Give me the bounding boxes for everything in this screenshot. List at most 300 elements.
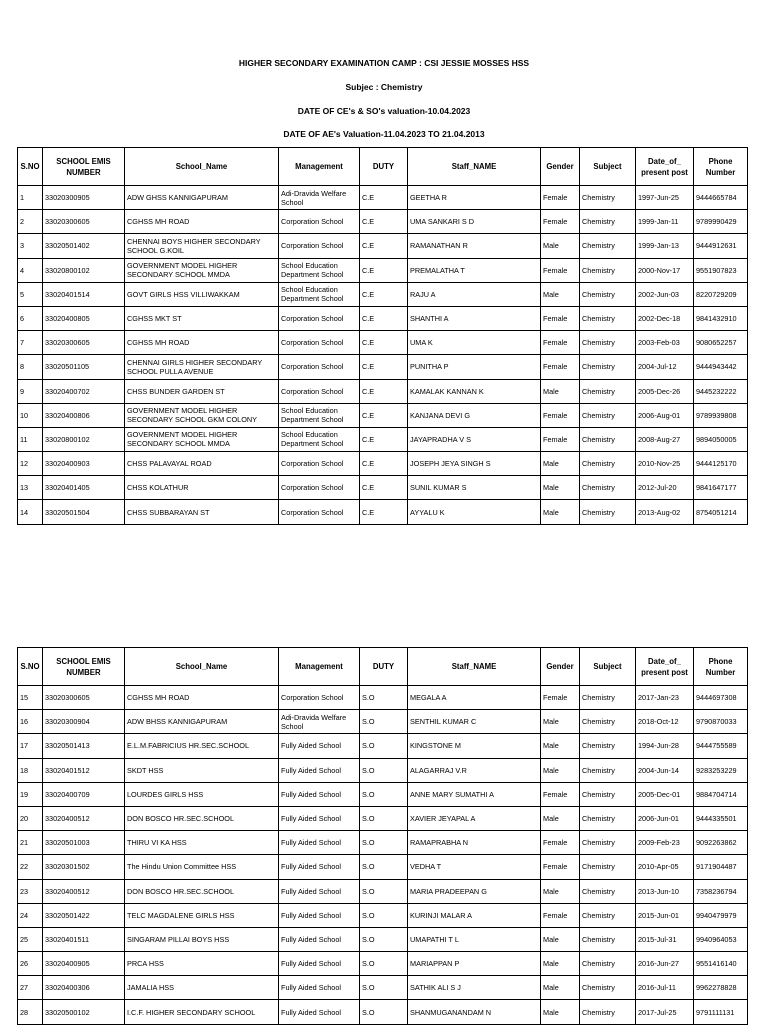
gender-cell: Female	[541, 903, 580, 927]
column-header: School_Name	[125, 148, 279, 186]
management-cell: Corporation School	[279, 306, 360, 330]
column-header: Subject	[580, 648, 636, 686]
staff-name-cell: ALAGARRAJ V.R	[408, 758, 541, 782]
table-row	[18, 782, 748, 806]
table-row	[18, 500, 748, 524]
gender-cell: Male	[541, 500, 580, 524]
date-cell: 2006-Jun-01	[636, 806, 694, 830]
duty-cell: C.E	[360, 331, 408, 355]
column-header: Date_of_ present post	[636, 148, 694, 186]
table-row	[18, 355, 748, 379]
school-name-cell: I.C.F. HIGHER SECONDARY SCHOOL	[125, 1000, 279, 1024]
sno-cell: 9	[18, 379, 43, 403]
school-name-cell: CHENNAI BOYS HIGHER SECONDARY SCHOOL G.KOIL	[125, 234, 279, 258]
management-cell: Fully Aided School	[279, 734, 360, 758]
column-header: Management	[279, 648, 360, 686]
subject-cell: Chemistry	[580, 734, 636, 758]
date-cell: 1997-Jun-25	[636, 186, 694, 210]
emis-cell: 33020300905	[43, 186, 125, 210]
date-cell: 1994-Jun-28	[636, 734, 694, 758]
date-cell: 2010-Nov-25	[636, 452, 694, 476]
gender-cell: Male	[541, 282, 580, 306]
phone-cell: 9080652257	[694, 331, 748, 355]
staff-name-cell: RAMANATHAN R	[408, 234, 541, 258]
date-cell: 2016-Jul-11	[636, 976, 694, 1000]
table-row	[18, 734, 748, 758]
sno-cell: 28	[18, 1000, 43, 1024]
school-name-cell: CGHSS MH ROAD	[125, 686, 279, 710]
school-name-cell: SINGARAM PILLAI BOYS HSS	[125, 927, 279, 951]
emis-cell: 33020401514	[43, 282, 125, 306]
sno-cell: 2	[18, 210, 43, 234]
gender-cell: Male	[541, 452, 580, 476]
staff-name-cell: MARIA PRADEEPAN G	[408, 879, 541, 903]
duty-cell: C.E	[360, 306, 408, 330]
table-row	[18, 879, 748, 903]
staff-name-cell: UMA K	[408, 331, 541, 355]
column-header: Subject	[580, 148, 636, 186]
school-name-cell: PRCA HSS	[125, 952, 279, 976]
duty-cell: C.E	[360, 258, 408, 282]
gender-cell: Male	[541, 379, 580, 403]
phone-cell: 8754051214	[694, 500, 748, 524]
sno-cell: 23	[18, 879, 43, 903]
gender-cell: Female	[541, 686, 580, 710]
staff-name-cell: KINGSTONE M	[408, 734, 541, 758]
subject-cell: Chemistry	[580, 476, 636, 500]
management-cell: Fully Aided School	[279, 927, 360, 951]
staff-name-cell: SENTHIL KUMAR C	[408, 710, 541, 734]
emis-cell: 33020400806	[43, 403, 125, 427]
staff-name-cell: XAVIER JEYAPAL A	[408, 806, 541, 830]
management-cell: Corporation School	[279, 379, 360, 403]
staff-name-cell: KAMALAK KANNAN K	[408, 379, 541, 403]
table-row	[18, 379, 748, 403]
emis-cell: 33020401512	[43, 758, 125, 782]
management-cell: Corporation School	[279, 331, 360, 355]
subject-cell: Chemistry	[580, 403, 636, 427]
subject-cell: Chemistry	[580, 186, 636, 210]
staff-name-cell: RAJU A	[408, 282, 541, 306]
subject-cell: Chemistry	[580, 879, 636, 903]
staff-name-cell: AYYALU K	[408, 500, 541, 524]
column-header: Phone Number	[694, 148, 748, 186]
date-cell: 1999-Jan-13	[636, 234, 694, 258]
table-row	[18, 403, 748, 427]
sno-cell: 15	[18, 686, 43, 710]
staff-name-cell: KURINJI MALAR A	[408, 903, 541, 927]
phone-cell: 9841432910	[694, 306, 748, 330]
subject-cell: Chemistry	[580, 500, 636, 524]
gender-cell: Female	[541, 210, 580, 234]
duty-cell: C.E	[360, 234, 408, 258]
date-cell: 2006-Aug-01	[636, 403, 694, 427]
management-cell: Corporation School	[279, 686, 360, 710]
school-name-cell: SKDT HSS	[125, 758, 279, 782]
subject-cell: Chemistry	[580, 831, 636, 855]
phone-cell: 9444943442	[694, 355, 748, 379]
column-header: Phone Number	[694, 648, 748, 686]
phone-cell: 7358236794	[694, 879, 748, 903]
school-name-cell: CHSS PALAVAYAL ROAD	[125, 452, 279, 476]
staff-name-cell: ANNE MARY SUMATHI A	[408, 782, 541, 806]
emis-cell: 33020400702	[43, 379, 125, 403]
table-row	[18, 806, 748, 830]
sno-cell: 6	[18, 306, 43, 330]
emis-cell: 33020400905	[43, 952, 125, 976]
gender-cell: Female	[541, 306, 580, 330]
date-cell: 2018-Oct-12	[636, 710, 694, 734]
phone-cell: 9445232222	[694, 379, 748, 403]
subject-cell: Chemistry	[580, 710, 636, 734]
sno-cell: 10	[18, 403, 43, 427]
table-row	[18, 427, 748, 451]
emis-cell: 33020300605	[43, 210, 125, 234]
school-name-cell: CHENNAI GIRLS HIGHER SECONDARY SCHOOL PULLA AVENUE	[125, 355, 279, 379]
staff-name-cell: SUNIL KUMAR S	[408, 476, 541, 500]
emis-cell: 33020400709	[43, 782, 125, 806]
column-header: Gender	[541, 148, 580, 186]
management-cell: Fully Aided School	[279, 855, 360, 879]
duty-cell: S.O	[360, 831, 408, 855]
gender-cell: Female	[541, 258, 580, 282]
phone-cell: 9789990429	[694, 210, 748, 234]
management-cell: Adi-Dravida Welfare School	[279, 186, 360, 210]
date-cell: 2004-Jul-12	[636, 355, 694, 379]
table-row	[18, 686, 748, 710]
school-name-cell: CHSS KOLATHUR	[125, 476, 279, 500]
emis-cell: 33020400512	[43, 879, 125, 903]
subject-cell: Chemistry	[580, 355, 636, 379]
school-name-cell: DON BOSCO HR.SEC.SCHOOL	[125, 879, 279, 903]
table-row	[18, 210, 748, 234]
sno-cell: 1	[18, 186, 43, 210]
column-header: Date_of_ present post	[636, 648, 694, 686]
column-header: DUTY	[360, 648, 408, 686]
management-cell: Corporation School	[279, 355, 360, 379]
emis-cell: 33020300904	[43, 710, 125, 734]
date-cell: 2002-Dec-18	[636, 306, 694, 330]
duty-cell: C.E	[360, 427, 408, 451]
phone-cell: 9444755589	[694, 734, 748, 758]
emis-cell: 33020501504	[43, 500, 125, 524]
date-cell: 1999-Jan-11	[636, 210, 694, 234]
sno-cell: 12	[18, 452, 43, 476]
table-row	[18, 927, 748, 951]
subject-cell: Chemistry	[580, 427, 636, 451]
sno-cell: 11	[18, 427, 43, 451]
table-header-row	[18, 148, 748, 186]
date-cell: 2008-Aug-27	[636, 427, 694, 451]
sno-cell: 5	[18, 282, 43, 306]
sno-cell: 24	[18, 903, 43, 927]
staff-name-cell: SATHIK ALI S J	[408, 976, 541, 1000]
management-cell: Corporation School	[279, 476, 360, 500]
gender-cell: Male	[541, 1000, 580, 1024]
management-cell: Fully Aided School	[279, 782, 360, 806]
date-cell: 2005-Dec-26	[636, 379, 694, 403]
gender-cell: Female	[541, 403, 580, 427]
gender-cell: Male	[541, 806, 580, 830]
duty-cell: C.E	[360, 186, 408, 210]
ce-duty-table	[17, 147, 748, 525]
management-cell: School Education Department School	[279, 258, 360, 282]
sno-cell: 18	[18, 758, 43, 782]
table-row	[18, 452, 748, 476]
subject-line: Subjec : Chemistry	[345, 82, 423, 92]
management-cell: Fully Aided School	[279, 758, 360, 782]
staff-name-cell: UMA SANKARI S D	[408, 210, 541, 234]
school-name-cell: CHSS SUBBARAYAN ST	[125, 500, 279, 524]
staff-name-cell: SHANTHI A	[408, 306, 541, 330]
phone-cell: 9551907823	[694, 258, 748, 282]
subject-cell: Chemistry	[580, 686, 636, 710]
phone-cell: 9092263862	[694, 831, 748, 855]
phone-cell: 8220729209	[694, 282, 748, 306]
column-header: Gender	[541, 648, 580, 686]
sno-cell: 27	[18, 976, 43, 1000]
date-cell: 2002-Jun-03	[636, 282, 694, 306]
table-row	[18, 758, 748, 782]
management-cell: Corporation School	[279, 452, 360, 476]
school-name-cell: JAMALIA HSS	[125, 976, 279, 1000]
school-name-cell: GOVERNMENT MODEL HIGHER SECONDARY SCHOOL GKM COLONY	[125, 403, 279, 427]
duty-cell: S.O	[360, 686, 408, 710]
school-name-cell: ADW GHSS KANNIGAPURAM	[125, 186, 279, 210]
duty-cell: S.O	[360, 1000, 408, 1024]
phone-cell: 9551416140	[694, 952, 748, 976]
subject-cell: Chemistry	[580, 234, 636, 258]
management-cell: Fully Aided School	[279, 952, 360, 976]
phone-cell: 9171904487	[694, 855, 748, 879]
column-header: DUTY	[360, 148, 408, 186]
subject-cell: Chemistry	[580, 1000, 636, 1024]
phone-cell: 9940964053	[694, 927, 748, 951]
date-cell: 2012-Jul-20	[636, 476, 694, 500]
phone-cell: 9444665784	[694, 186, 748, 210]
table-row	[18, 710, 748, 734]
duty-cell: S.O	[360, 710, 408, 734]
table-row	[18, 331, 748, 355]
subject-cell: Chemistry	[580, 903, 636, 927]
phone-cell: 9894050005	[694, 427, 748, 451]
staff-name-cell: JAYAPRADHA V S	[408, 427, 541, 451]
phone-cell: 9940479979	[694, 903, 748, 927]
date-cell: 2013-Aug-02	[636, 500, 694, 524]
management-cell: School Education Department School	[279, 282, 360, 306]
emis-cell: 33020401405	[43, 476, 125, 500]
date-cell: 2017-Jul-25	[636, 1000, 694, 1024]
gender-cell: Male	[541, 879, 580, 903]
management-cell: Fully Aided School	[279, 976, 360, 1000]
date-cell: 2010-Apr-05	[636, 855, 694, 879]
school-name-cell: GOVERNMENT MODEL HIGHER SECONDARY SCHOOL MMDA	[125, 427, 279, 451]
staff-name-cell: GEETHA R	[408, 186, 541, 210]
date-cell: 2004-Jun-14	[636, 758, 694, 782]
emis-cell: 33020501422	[43, 903, 125, 927]
subject-cell: Chemistry	[580, 782, 636, 806]
staff-name-cell: UMAPATHI T L	[408, 927, 541, 951]
column-header: School_Name	[125, 648, 279, 686]
school-name-cell: TELC MAGDALENE GIRLS HSS	[125, 903, 279, 927]
table-row	[18, 831, 748, 855]
emis-cell: 33020300605	[43, 331, 125, 355]
emis-cell: 33020400805	[43, 306, 125, 330]
table-row	[18, 976, 748, 1000]
so-duty-table	[17, 647, 748, 1025]
gender-cell: Female	[541, 831, 580, 855]
date-cell: 2000-Nov-17	[636, 258, 694, 282]
table-row	[18, 952, 748, 976]
column-header: S.NO	[18, 648, 43, 686]
date-cell: 2017-Jan-23	[636, 686, 694, 710]
emis-cell: 33020301502	[43, 855, 125, 879]
duty-cell: C.E	[360, 355, 408, 379]
emis-cell: 33020400306	[43, 976, 125, 1000]
date-cell: 2009-Feb-23	[636, 831, 694, 855]
school-name-cell: LOURDES GIRLS HSS	[125, 782, 279, 806]
phone-cell: 9884704714	[694, 782, 748, 806]
emis-cell: 33020800102	[43, 427, 125, 451]
sno-cell: 8	[18, 355, 43, 379]
phone-cell: 9962278828	[694, 976, 748, 1000]
staff-name-cell: KANJANA DEVI G	[408, 403, 541, 427]
gender-cell: Female	[541, 331, 580, 355]
phone-cell: 9283253229	[694, 758, 748, 782]
table-header-row	[18, 648, 748, 686]
duty-cell: S.O	[360, 927, 408, 951]
date-cell: 2013-Jun-10	[636, 879, 694, 903]
school-name-cell: E.L.M.FABRICIUS HR.SEC.SCHOOL	[125, 734, 279, 758]
school-name-cell: CHSS BUNDER GARDEN ST	[125, 379, 279, 403]
school-name-cell: ADW BHSS KANNIGAPURAM	[125, 710, 279, 734]
gender-cell: Male	[541, 927, 580, 951]
staff-name-cell: VEDHA T	[408, 855, 541, 879]
phone-cell: 9789939808	[694, 403, 748, 427]
sno-cell: 16	[18, 710, 43, 734]
column-header: Staff_NAME	[408, 148, 541, 186]
table-row	[18, 282, 748, 306]
emis-cell: 33020401511	[43, 927, 125, 951]
gender-cell: Male	[541, 734, 580, 758]
subject-cell: Chemistry	[580, 806, 636, 830]
sno-cell: 25	[18, 927, 43, 951]
duty-cell: S.O	[360, 734, 408, 758]
phone-cell: 9791111131	[694, 1000, 748, 1024]
management-cell: Fully Aided School	[279, 903, 360, 927]
gender-cell: Female	[541, 355, 580, 379]
date-cell: 2015-Jun-01	[636, 903, 694, 927]
date-cell: 2015-Jul-31	[636, 927, 694, 951]
emis-cell: 33020400512	[43, 806, 125, 830]
gender-cell: Female	[541, 427, 580, 451]
management-cell: Fully Aided School	[279, 806, 360, 830]
subject-cell: Chemistry	[580, 976, 636, 1000]
subject-cell: Chemistry	[580, 210, 636, 234]
sno-cell: 20	[18, 806, 43, 830]
emis-cell: 33020800102	[43, 258, 125, 282]
subject-cell: Chemistry	[580, 282, 636, 306]
gender-cell: Male	[541, 976, 580, 1000]
school-name-cell: DON BOSCO HR.SEC.SCHOOL	[125, 806, 279, 830]
emis-cell: 33020300605	[43, 686, 125, 710]
gender-cell: Male	[541, 710, 580, 734]
school-name-cell: THIRU VI KA HSS	[125, 831, 279, 855]
date-cell: 2016-Jun-27	[636, 952, 694, 976]
staff-name-cell: SHANMUGANANDAM N	[408, 1000, 541, 1024]
staff-name-cell: JOSEPH JEYA SINGH S	[408, 452, 541, 476]
gender-cell: Female	[541, 782, 580, 806]
management-cell: Corporation School	[279, 500, 360, 524]
duty-cell: C.E	[360, 403, 408, 427]
sno-cell: 21	[18, 831, 43, 855]
phone-cell: 9444912631	[694, 234, 748, 258]
duty-cell: S.O	[360, 758, 408, 782]
sno-cell: 19	[18, 782, 43, 806]
emis-cell: 33020501413	[43, 734, 125, 758]
sno-cell: 4	[18, 258, 43, 282]
sno-cell: 17	[18, 734, 43, 758]
column-header: Management	[279, 148, 360, 186]
sno-cell: 26	[18, 952, 43, 976]
emis-cell: 33020501003	[43, 831, 125, 855]
sno-cell: 14	[18, 500, 43, 524]
management-cell: School Education Department School	[279, 427, 360, 451]
column-header: SCHOOL EMIS NUMBER	[43, 648, 125, 686]
gender-cell: Female	[541, 855, 580, 879]
management-cell: Fully Aided School	[279, 831, 360, 855]
staff-name-cell: MEGALA A	[408, 686, 541, 710]
duty-cell: C.E	[360, 476, 408, 500]
duty-cell: C.E	[360, 500, 408, 524]
table-row	[18, 855, 748, 879]
subject-cell: Chemistry	[580, 258, 636, 282]
subject-cell: Chemistry	[580, 452, 636, 476]
emis-cell: 33020501105	[43, 355, 125, 379]
column-header: SCHOOL EMIS NUMBER	[43, 148, 125, 186]
date-cell: 2005-Dec-01	[636, 782, 694, 806]
management-cell: Corporation School	[279, 234, 360, 258]
duty-cell: S.O	[360, 879, 408, 903]
subject-cell: Chemistry	[580, 952, 636, 976]
sno-cell: 3	[18, 234, 43, 258]
subject-cell: Chemistry	[580, 379, 636, 403]
staff-name-cell: RAMAPRABHA N	[408, 831, 541, 855]
phone-cell: 9841647177	[694, 476, 748, 500]
table-row	[18, 258, 748, 282]
table-row	[18, 903, 748, 927]
subject-cell: Chemistry	[580, 331, 636, 355]
subject-cell: Chemistry	[580, 758, 636, 782]
sno-cell: 7	[18, 331, 43, 355]
duty-cell: C.E	[360, 282, 408, 306]
subject-cell: Chemistry	[580, 927, 636, 951]
ae-valuation-date: DATE OF AE's Valuation-11.04.2023 TO 21.04.2013	[283, 129, 485, 139]
duty-cell: C.E	[360, 452, 408, 476]
duty-cell: S.O	[360, 782, 408, 806]
subject-cell: Chemistry	[580, 306, 636, 330]
subject-cell: Chemistry	[580, 855, 636, 879]
gender-cell: Male	[541, 234, 580, 258]
school-name-cell: GOVERNMENT MODEL HIGHER SECONDARY SCHOOL MMDA	[125, 258, 279, 282]
table-row	[18, 186, 748, 210]
staff-name-cell: PUNITHA P	[408, 355, 541, 379]
staff-name-cell: MARIAPPAN P	[408, 952, 541, 976]
management-cell: Fully Aided School	[279, 1000, 360, 1024]
emis-cell: 33020501402	[43, 234, 125, 258]
column-header: Staff_NAME	[408, 648, 541, 686]
gender-cell: Male	[541, 758, 580, 782]
